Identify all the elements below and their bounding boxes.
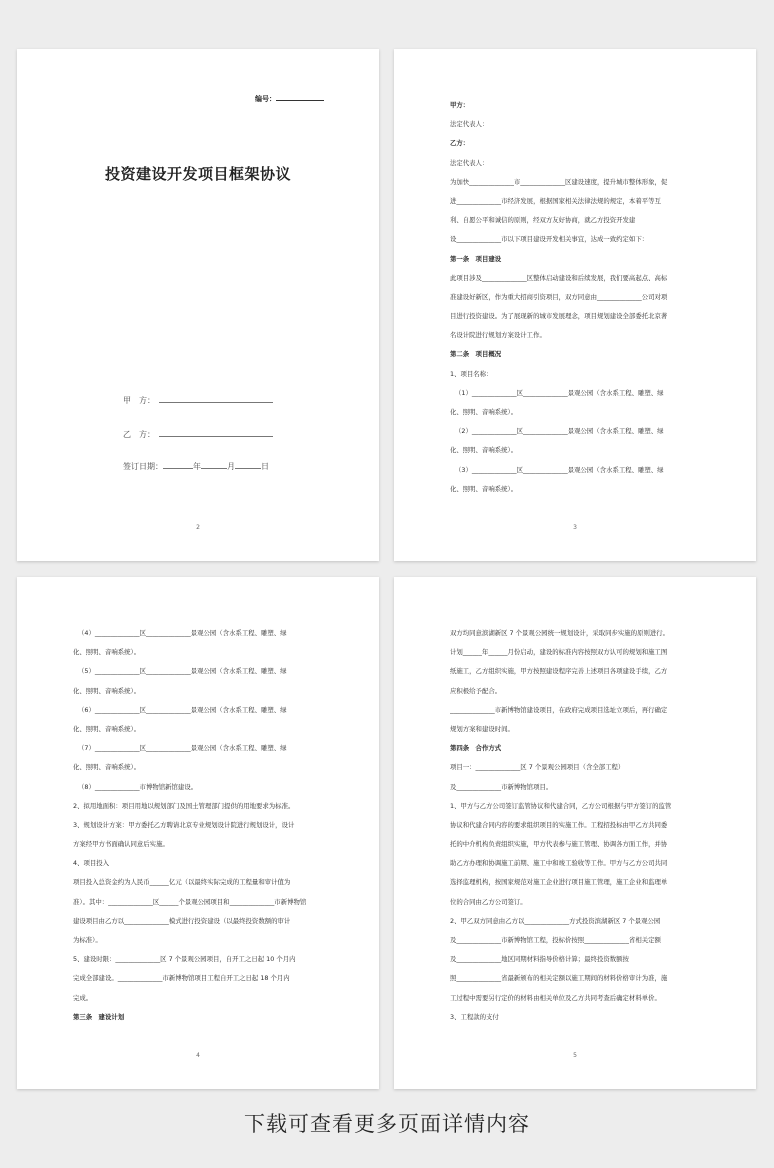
text-line: 化、照明、音响系统）。 (73, 763, 141, 772)
text-line: 工过程中需要另行定价的材料由相关单位及乙方共同考查后确定材料单价。 (450, 993, 661, 1002)
text-line: 此项目涉及______________区整体启动建设和后续发展，我们要高起点、高标 (450, 273, 668, 282)
party-b-row (123, 429, 273, 440)
text-line: 准）。其中：______________区______个景观公园项目和______________市新博物馆 (73, 897, 307, 906)
signing-date-label: 签订日期： (123, 462, 163, 471)
text-line: 化、照明、音响系统）。 (73, 724, 141, 733)
year-label: 年 (193, 462, 201, 471)
text-line: 完成。 (73, 993, 93, 1002)
text-line: 化、照明、音响系统）。 (450, 408, 518, 416)
party-a-blank (159, 395, 273, 403)
text-line: 设______________市以下项目建设开发相关事宜，达成一致约定如下： (450, 235, 649, 244)
party-a-row (123, 395, 273, 406)
text-line: 法定代表人： (450, 120, 489, 129)
text-line: 第一条 项目建设 (450, 254, 502, 263)
text-line: 选择监理机构，按国家规范对施工企业进行项目施工管理，施工企业和监理单 (450, 878, 668, 887)
month-label: 月 (227, 462, 235, 471)
text-line: 方案经甲方书面确认同意后实施。 (73, 840, 169, 849)
text-line: 5、建设时限：______________区 7 个景观公园项目，自开工之日起 10 个月内 (73, 955, 296, 964)
text-line: 进______________市经济发展，根据国家相关法律法规的规定，本着平等互 (450, 196, 661, 205)
text-line: （6）______________区______________景观公园（含水系工程、雕塑、绿 (78, 705, 287, 714)
text-line: 乙方： (450, 139, 470, 148)
download-caption: 下载可查看更多页面详情内容 (244, 1112, 530, 1136)
text-line: 及______________市新博物馆项目。 (450, 782, 553, 791)
text-line: 照______________省最新颁布的相关定额以施工期间的材料价格审计为准，施 (450, 974, 668, 983)
document-page-cover (17, 49, 379, 561)
text-line: 为加快______________市______________区建设速度，提升城市整体形象，促 (450, 177, 668, 186)
text-line: 准建设好新区，作为重大招商引资项目，双方同意由______________公司对项 (450, 292, 668, 301)
text-line: （7）______________区______________景观公园（含水系工程、雕塑、绿 (78, 744, 287, 753)
text-line: 化、照明、音响系统）。 (73, 686, 141, 695)
text-line: 双方均同意滨湖新区 7 个景观公园统一规划设计，采取同步实施的原则进行。 (450, 629, 670, 637)
text-line: 2、甲乙双方同意由乙方以______________方式投资滨湖新区 7 个景观公园 (450, 916, 661, 925)
text-line: 1、甲方与乙方公司签订监管协议和代建合同，乙方公司根据与甲方签订的监管 (450, 801, 672, 810)
text-line: 法定代表人： (450, 158, 489, 167)
text-line: 项目投入总资金约为人民币______亿元（以最终实际完成的工程量和审计值为 (73, 878, 291, 887)
text-line: 协议和代建合同内容的要求组织项目的实施工作。工程招投标由甲乙方共同委 (450, 820, 668, 829)
text-line: 建设项目由乙方以______________模式进行投资建设（以最终投资数额的审计 (73, 916, 291, 925)
text-line: 第二条 项目概况 (450, 350, 502, 359)
text-line: 纸施工，乙方组织实施，甲方按照建设程序完善上述项目各项建设手续，乙方 (450, 667, 668, 676)
text-line: 甲方： (450, 101, 470, 109)
text-line: 化、照明、音响系统）。 (450, 484, 518, 493)
page-body (73, 624, 329, 1027)
page-number: 4 (196, 1052, 200, 1059)
text-line: 托的中介机构负责组织实施，甲方代表参与施工管理、协调各方面工作，并协 (450, 840, 668, 849)
document-page-3 (17, 577, 379, 1089)
page-number: 2 (196, 524, 200, 531)
year-blank (163, 461, 193, 469)
text-line: 第四条 合作方式 (450, 744, 502, 753)
text-line: 应积极给予配合。 (450, 686, 502, 695)
text-line: 计划______年______月份启动，建设的标准内容按照双方认可的规划和施工图 (450, 648, 668, 657)
text-line: （2）______________区______________景观公园（含水系工程、雕塑、绿 (455, 427, 664, 436)
page-number: 3 (573, 524, 577, 531)
text-line: 2、拟用地面积：项目用地以规划部门及国土管理部门提供的用地要求为标准。 (73, 801, 295, 810)
serial-number-label: 编号： (255, 95, 276, 103)
page-body (450, 624, 706, 1027)
text-line: （4）______________区______________景观公园（含水系工程、雕塑、绿 (78, 629, 287, 637)
text-line: 化、照明、音响系统）。 (73, 648, 141, 657)
document-title: 投资建设开发项目框架协议 (104, 165, 291, 183)
party-b-label: 乙 方： (123, 430, 155, 439)
text-line: ______________市新博物馆建设项目，在政府完成项目选址立项后，再行确定 (450, 705, 668, 714)
text-line: 及______________地区同期材料指导价格计算；最终投资数额按 (450, 955, 629, 964)
text-line: （8）______________市博物馆新馆建设。 (78, 782, 198, 791)
page-body (450, 96, 706, 499)
text-line: 及______________市新博物馆工程，投标价按照______________省相关定额 (450, 936, 661, 944)
document-page-2 (394, 49, 756, 561)
text-line: 利、自愿公平和诚信的原则，经双方友好协商，就乙方投资开发建 (450, 216, 636, 225)
text-line: （5）______________区______________景观公园（含水系工程、雕塑、绿 (78, 667, 287, 676)
day-label: 日 (261, 462, 269, 471)
text-line: 第三条 建设计划 (73, 1012, 125, 1021)
text-line: 为标准）。 (73, 936, 102, 944)
text-line: 3、工程款的支付 (450, 1012, 499, 1021)
text-line: 项目一：______________区 7 个景观公园项目（含全部工程） (450, 763, 625, 772)
document-page-4 (394, 577, 756, 1089)
serial-number-field (255, 94, 324, 104)
text-line: 3、规划设计方案：甲方委托乙方聘请北京专业规划设计院进行规划设计，设计 (73, 820, 295, 829)
signing-date-row (123, 461, 269, 472)
serial-number-blank (276, 94, 324, 101)
text-line: （1）______________区______________景观公园（含水系工程、雕塑、绿 (455, 388, 664, 397)
text-line: 目进行投资建设。为了展现新的城市发展理念，项目规划建设全部委托北京著 (450, 312, 668, 321)
text-line: 规划方案和建设时间。 (450, 724, 514, 733)
text-line: 化、照明、音响系统）。 (450, 446, 518, 455)
day-blank (235, 461, 261, 469)
page-number: 5 (573, 1052, 577, 1059)
party-a-label: 甲 方： (123, 396, 155, 405)
text-line: 4、项目投入 (73, 859, 110, 868)
text-line: 名设计院进行规划方案设计工作。 (450, 331, 546, 340)
text-line: 助乙方办理和协调施工前期、施工中和竣工验收等工作。甲方与乙方公司共同 (450, 859, 668, 868)
party-b-blank (159, 429, 273, 437)
month-blank (201, 461, 227, 469)
text-line: 位的合同由乙方公司签订。 (450, 897, 527, 906)
text-line: （3）______________区______________景观公园（含水系工程、雕塑、绿 (455, 465, 664, 474)
text-line: 完成全部建设。______________市新博物馆项目工程自开工之日起 18 个月内 (73, 974, 290, 983)
text-line: 1、项目名称： (450, 369, 493, 378)
